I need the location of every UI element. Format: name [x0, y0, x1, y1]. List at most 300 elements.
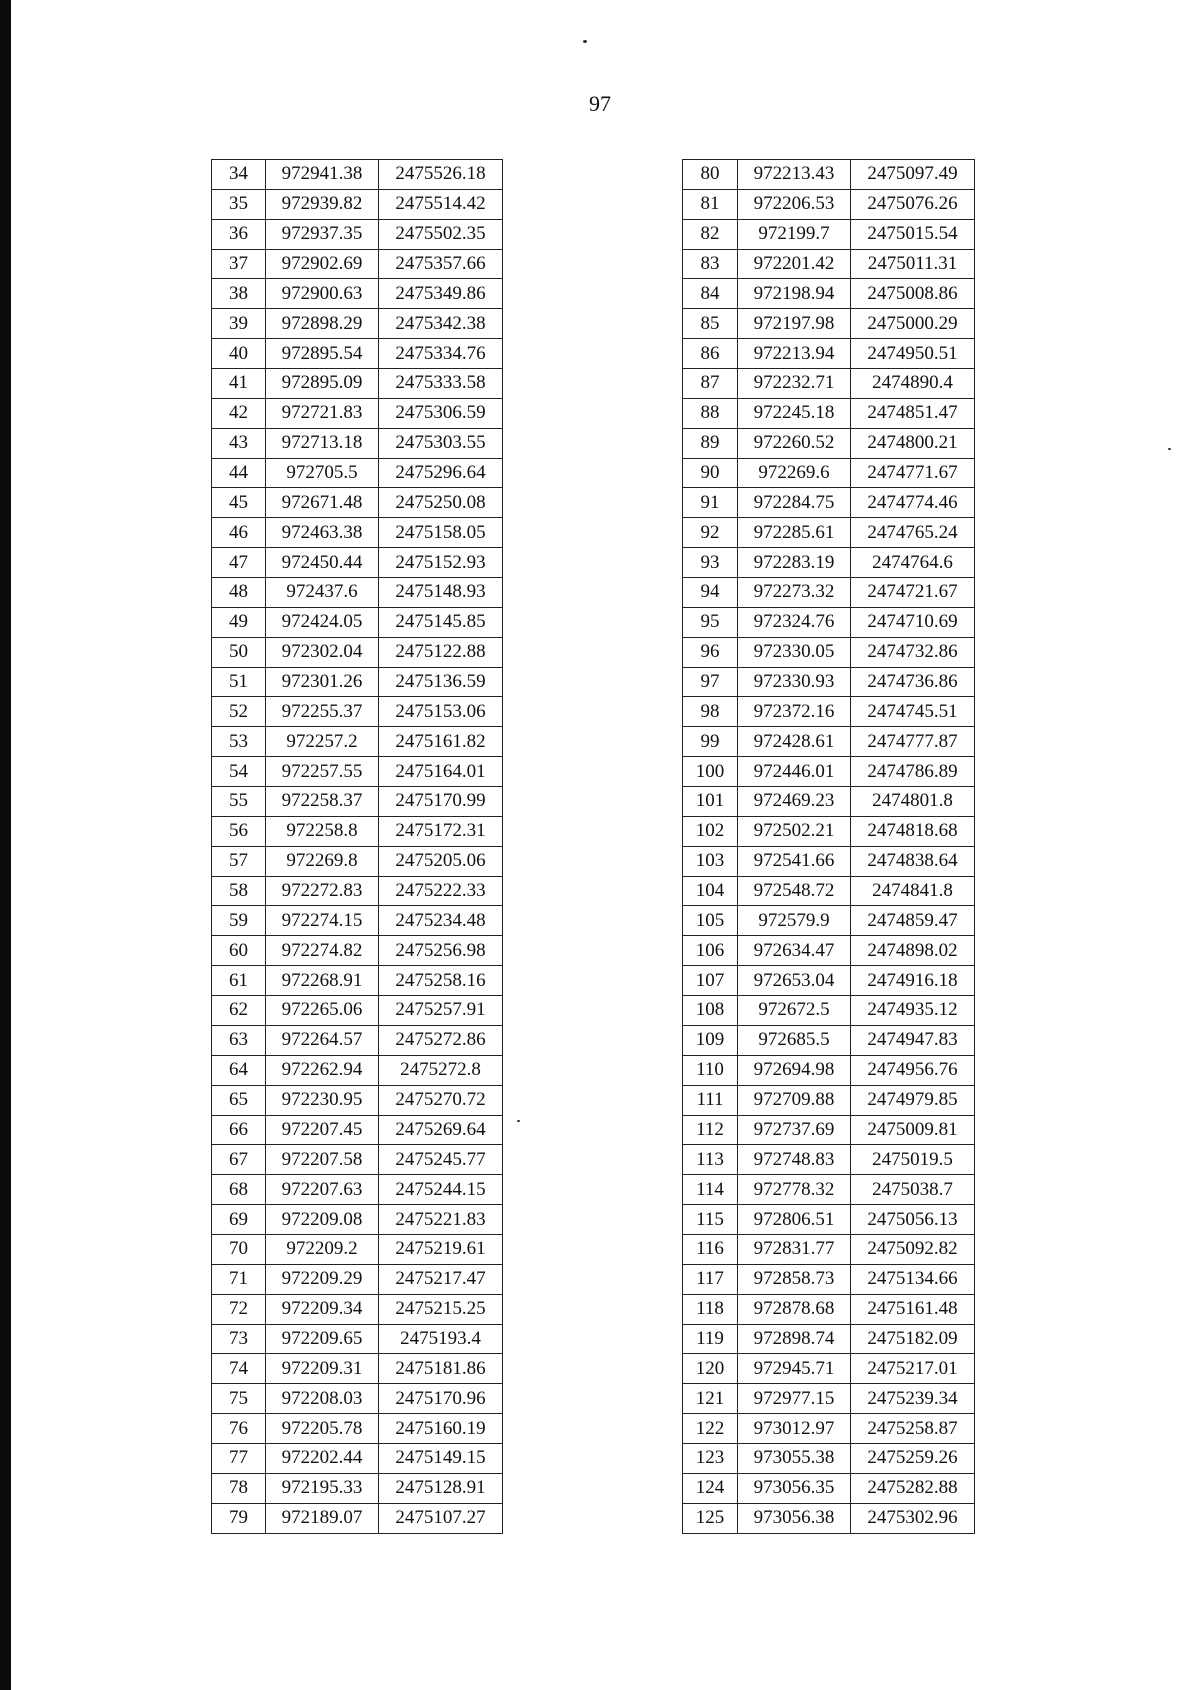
- point-number-cell: 63: [212, 1025, 266, 1055]
- table-row: [212, 369, 503, 399]
- point-number-cell: 57: [212, 846, 266, 876]
- point-number-cell: 34: [212, 160, 266, 190]
- y-coordinate-cell: 2475239.34: [851, 1384, 975, 1414]
- point-number-cell: 53: [212, 727, 266, 757]
- point-number-cell: 39: [212, 309, 266, 339]
- x-coordinate-cell: 972197.98: [738, 309, 851, 339]
- point-number-cell: 36: [212, 219, 266, 249]
- point-number-cell: 54: [212, 757, 266, 787]
- y-coordinate-cell: 2475056.13: [851, 1205, 975, 1235]
- table-row: [212, 1354, 503, 1384]
- table-row: [212, 787, 503, 817]
- x-coordinate-cell: 972941.38: [266, 160, 379, 190]
- table-row: [683, 1145, 975, 1175]
- point-number-cell: 95: [683, 607, 738, 637]
- point-number-cell: 44: [212, 458, 266, 488]
- y-coordinate-cell: 2475122.88: [379, 637, 503, 667]
- y-coordinate-cell: 2475161.82: [379, 727, 503, 757]
- table-row: [683, 697, 975, 727]
- point-number-cell: 83: [683, 249, 738, 279]
- x-coordinate-cell: 972878.68: [738, 1294, 851, 1324]
- point-number-cell: 65: [212, 1085, 266, 1115]
- table-row: [212, 1503, 503, 1533]
- x-coordinate-cell: 972285.61: [738, 518, 851, 548]
- y-coordinate-cell: 2475302.96: [851, 1503, 975, 1533]
- point-number-cell: 46: [212, 518, 266, 548]
- table-row: [212, 219, 503, 249]
- table-row: [212, 249, 503, 279]
- table-row: [683, 309, 975, 339]
- table-row: [683, 966, 975, 996]
- table-row: [212, 1234, 503, 1264]
- x-coordinate-cell: 972579.9: [738, 906, 851, 936]
- y-coordinate-cell: 2474859.47: [851, 906, 975, 936]
- point-number-cell: 121: [683, 1384, 738, 1414]
- point-number-cell: 47: [212, 548, 266, 578]
- point-number-cell: 38: [212, 279, 266, 309]
- point-number-cell: 64: [212, 1055, 266, 1085]
- table-row: [212, 488, 503, 518]
- x-coordinate-cell: 972272.83: [266, 876, 379, 906]
- x-coordinate-cell: 972208.03: [266, 1384, 379, 1414]
- x-coordinate-cell: 972450.44: [266, 548, 379, 578]
- y-coordinate-cell: 2475019.5: [851, 1145, 975, 1175]
- y-coordinate-cell: 2475221.83: [379, 1205, 503, 1235]
- y-coordinate-cell: 2474818.68: [851, 816, 975, 846]
- table-row: [212, 906, 503, 936]
- table-row: [212, 1264, 503, 1294]
- x-coordinate-cell: 972502.21: [738, 816, 851, 846]
- point-number-cell: 112: [683, 1115, 738, 1145]
- y-coordinate-cell: 2475015.54: [851, 219, 975, 249]
- point-number-cell: 60: [212, 936, 266, 966]
- table-row: [683, 1324, 975, 1354]
- y-coordinate-cell: 2475172.31: [379, 816, 503, 846]
- point-number-cell: 75: [212, 1384, 266, 1414]
- table-row: [683, 548, 975, 578]
- scan-edge-shadow: [0, 0, 11, 1690]
- point-number-cell: 78: [212, 1473, 266, 1503]
- y-coordinate-cell: 2475245.77: [379, 1145, 503, 1175]
- x-coordinate-cell: 972274.82: [266, 936, 379, 966]
- x-coordinate-cell: 972713.18: [266, 428, 379, 458]
- y-coordinate-cell: 2475306.59: [379, 398, 503, 428]
- table-row: [683, 279, 975, 309]
- scan-speck: [583, 40, 587, 43]
- table-row: [212, 667, 503, 697]
- y-coordinate-cell: 2474851.47: [851, 398, 975, 428]
- x-coordinate-cell: 972209.65: [266, 1324, 379, 1354]
- x-coordinate-cell: 972748.83: [738, 1145, 851, 1175]
- x-coordinate-cell: 972428.61: [738, 727, 851, 757]
- coordinates-table-left-body: [212, 160, 503, 1534]
- point-number-cell: 79: [212, 1503, 266, 1533]
- point-number-cell: 100: [683, 757, 738, 787]
- table-row: [683, 1503, 975, 1533]
- point-number-cell: 69: [212, 1205, 266, 1235]
- y-coordinate-cell: 2475269.64: [379, 1115, 503, 1145]
- y-coordinate-cell: 2474838.64: [851, 846, 975, 876]
- x-coordinate-cell: 972260.52: [738, 428, 851, 458]
- y-coordinate-cell: 2475257.91: [379, 996, 503, 1026]
- y-coordinate-cell: 2475193.4: [379, 1324, 503, 1354]
- y-coordinate-cell: 2475342.38: [379, 309, 503, 339]
- point-number-cell: 108: [683, 996, 738, 1026]
- table-row: [683, 1443, 975, 1473]
- x-coordinate-cell: 972265.06: [266, 996, 379, 1026]
- point-number-cell: 91: [683, 488, 738, 518]
- y-coordinate-cell: 2475181.86: [379, 1354, 503, 1384]
- table-row: [212, 1205, 503, 1235]
- x-coordinate-cell: 972721.83: [266, 398, 379, 428]
- y-coordinate-cell: 2475205.06: [379, 846, 503, 876]
- point-number-cell: 89: [683, 428, 738, 458]
- table-row: [212, 1384, 503, 1414]
- y-coordinate-cell: 2474956.76: [851, 1055, 975, 1085]
- y-coordinate-cell: 2475170.96: [379, 1384, 503, 1414]
- y-coordinate-cell: 2475136.59: [379, 667, 503, 697]
- point-number-cell: 61: [212, 966, 266, 996]
- y-coordinate-cell: 2474764.6: [851, 548, 975, 578]
- table-row: [683, 1055, 975, 1085]
- point-number-cell: 92: [683, 518, 738, 548]
- table-row: [683, 249, 975, 279]
- y-coordinate-cell: 2474771.67: [851, 458, 975, 488]
- x-coordinate-cell: 972205.78: [266, 1414, 379, 1444]
- x-coordinate-cell: 972209.08: [266, 1205, 379, 1235]
- y-coordinate-cell: 2475244.15: [379, 1175, 503, 1205]
- point-number-cell: 49: [212, 607, 266, 637]
- point-number-cell: 40: [212, 339, 266, 369]
- point-number-cell: 50: [212, 637, 266, 667]
- x-coordinate-cell: 973012.97: [738, 1414, 851, 1444]
- point-number-cell: 59: [212, 906, 266, 936]
- y-coordinate-cell: 2475219.61: [379, 1234, 503, 1264]
- table-row: [683, 846, 975, 876]
- point-number-cell: 82: [683, 219, 738, 249]
- y-coordinate-cell: 2475217.47: [379, 1264, 503, 1294]
- point-number-cell: 51: [212, 667, 266, 697]
- y-coordinate-cell: 2475334.76: [379, 339, 503, 369]
- y-coordinate-cell: 2475256.98: [379, 936, 503, 966]
- point-number-cell: 125: [683, 1503, 738, 1533]
- point-number-cell: 55: [212, 787, 266, 817]
- table-row: [212, 1294, 503, 1324]
- x-coordinate-cell: 972778.32: [738, 1175, 851, 1205]
- table-row: [212, 1025, 503, 1055]
- y-coordinate-cell: 2475128.91: [379, 1473, 503, 1503]
- x-coordinate-cell: 972264.57: [266, 1025, 379, 1055]
- point-number-cell: 120: [683, 1354, 738, 1384]
- y-coordinate-cell: 2475234.48: [379, 906, 503, 936]
- y-coordinate-cell: 2474947.83: [851, 1025, 975, 1055]
- y-coordinate-cell: 2475038.7: [851, 1175, 975, 1205]
- x-coordinate-cell: 973055.38: [738, 1443, 851, 1473]
- table-row: [212, 1145, 503, 1175]
- y-coordinate-cell: 2475514.42: [379, 189, 503, 219]
- table-row: [683, 1354, 975, 1384]
- table-row: [683, 667, 975, 697]
- x-coordinate-cell: 972268.91: [266, 966, 379, 996]
- x-coordinate-cell: 972255.37: [266, 697, 379, 727]
- x-coordinate-cell: 972806.51: [738, 1205, 851, 1235]
- point-number-cell: 103: [683, 846, 738, 876]
- table-row: [212, 279, 503, 309]
- table-row: [683, 816, 975, 846]
- point-number-cell: 119: [683, 1324, 738, 1354]
- point-number-cell: 123: [683, 1443, 738, 1473]
- y-coordinate-cell: 2475222.33: [379, 876, 503, 906]
- table-row: [683, 578, 975, 608]
- y-coordinate-cell: 2474765.24: [851, 518, 975, 548]
- x-coordinate-cell: 972230.95: [266, 1085, 379, 1115]
- y-coordinate-cell: 2474935.12: [851, 996, 975, 1026]
- x-coordinate-cell: 972898.74: [738, 1324, 851, 1354]
- y-coordinate-cell: 2474745.51: [851, 697, 975, 727]
- table-row: [683, 428, 975, 458]
- table-row: [683, 637, 975, 667]
- x-coordinate-cell: 972198.94: [738, 279, 851, 309]
- y-coordinate-cell: 2475134.66: [851, 1264, 975, 1294]
- point-number-cell: 106: [683, 936, 738, 966]
- table-row: [212, 428, 503, 458]
- point-number-cell: 111: [683, 1085, 738, 1115]
- point-number-cell: 115: [683, 1205, 738, 1235]
- y-coordinate-cell: 2474898.02: [851, 936, 975, 966]
- point-number-cell: 43: [212, 428, 266, 458]
- table-row: [683, 369, 975, 399]
- x-coordinate-cell: 972232.71: [738, 369, 851, 399]
- x-coordinate-cell: 973056.38: [738, 1503, 851, 1533]
- table-row: [212, 1175, 503, 1205]
- x-coordinate-cell: 972372.16: [738, 697, 851, 727]
- coordinates-table-left: [211, 159, 503, 1534]
- y-coordinate-cell: 2474786.89: [851, 757, 975, 787]
- table-row: [212, 339, 503, 369]
- x-coordinate-cell: 972209.34: [266, 1294, 379, 1324]
- x-coordinate-cell: 973056.35: [738, 1473, 851, 1503]
- x-coordinate-cell: 972937.35: [266, 219, 379, 249]
- x-coordinate-cell: 972548.72: [738, 876, 851, 906]
- table-row: [212, 1473, 503, 1503]
- x-coordinate-cell: 972895.09: [266, 369, 379, 399]
- y-coordinate-cell: 2474736.86: [851, 667, 975, 697]
- y-coordinate-cell: 2474777.87: [851, 727, 975, 757]
- point-number-cell: 42: [212, 398, 266, 428]
- x-coordinate-cell: 972199.7: [738, 219, 851, 249]
- table-row: [212, 1443, 503, 1473]
- y-coordinate-cell: 2475076.26: [851, 189, 975, 219]
- x-coordinate-cell: 972424.05: [266, 607, 379, 637]
- y-coordinate-cell: 2474841.8: [851, 876, 975, 906]
- table-row: [683, 1205, 975, 1235]
- table-row: [212, 637, 503, 667]
- table-row: [212, 816, 503, 846]
- point-number-cell: 74: [212, 1354, 266, 1384]
- x-coordinate-cell: 972274.15: [266, 906, 379, 936]
- point-number-cell: 117: [683, 1264, 738, 1294]
- table-row: [683, 876, 975, 906]
- x-coordinate-cell: 972209.31: [266, 1354, 379, 1384]
- point-number-cell: 73: [212, 1324, 266, 1354]
- table-row: [683, 398, 975, 428]
- point-number-cell: 87: [683, 369, 738, 399]
- point-number-cell: 94: [683, 578, 738, 608]
- point-number-cell: 104: [683, 876, 738, 906]
- x-coordinate-cell: 972705.5: [266, 458, 379, 488]
- y-coordinate-cell: 2475250.08: [379, 488, 503, 518]
- x-coordinate-cell: 972902.69: [266, 249, 379, 279]
- x-coordinate-cell: 972207.58: [266, 1145, 379, 1175]
- x-coordinate-cell: 972330.05: [738, 637, 851, 667]
- y-coordinate-cell: 2475282.88: [851, 1473, 975, 1503]
- table-row: [212, 1115, 503, 1145]
- coordinates-table-right: [682, 159, 975, 1534]
- x-coordinate-cell: 972269.8: [266, 846, 379, 876]
- point-number-cell: 105: [683, 906, 738, 936]
- point-number-cell: 93: [683, 548, 738, 578]
- point-number-cell: 68: [212, 1175, 266, 1205]
- x-coordinate-cell: 972257.55: [266, 757, 379, 787]
- y-coordinate-cell: 2475161.48: [851, 1294, 975, 1324]
- x-coordinate-cell: 972269.6: [738, 458, 851, 488]
- y-coordinate-cell: 2475526.18: [379, 160, 503, 190]
- table-row: [683, 936, 975, 966]
- y-coordinate-cell: 2475092.82: [851, 1234, 975, 1264]
- x-coordinate-cell: 972671.48: [266, 488, 379, 518]
- y-coordinate-cell: 2474710.69: [851, 607, 975, 637]
- table-row: [683, 339, 975, 369]
- table-row: [212, 160, 503, 190]
- table-row: [212, 1055, 503, 1085]
- x-coordinate-cell: 972463.38: [266, 518, 379, 548]
- x-coordinate-cell: 972977.15: [738, 1384, 851, 1414]
- point-number-cell: 124: [683, 1473, 738, 1503]
- x-coordinate-cell: 972324.76: [738, 607, 851, 637]
- x-coordinate-cell: 972900.63: [266, 279, 379, 309]
- x-coordinate-cell: 972245.18: [738, 398, 851, 428]
- x-coordinate-cell: 972737.69: [738, 1115, 851, 1145]
- point-number-cell: 81: [683, 189, 738, 219]
- x-coordinate-cell: 972634.47: [738, 936, 851, 966]
- table-row: [683, 906, 975, 936]
- table-row: [683, 1115, 975, 1145]
- table-row: [683, 727, 975, 757]
- point-number-cell: 76: [212, 1414, 266, 1444]
- scan-speck: [1168, 448, 1171, 450]
- x-coordinate-cell: 972207.45: [266, 1115, 379, 1145]
- y-coordinate-cell: 2475217.01: [851, 1354, 975, 1384]
- table-row: [683, 1175, 975, 1205]
- y-coordinate-cell: 2474950.51: [851, 339, 975, 369]
- table-row: [683, 1025, 975, 1055]
- point-number-cell: 116: [683, 1234, 738, 1264]
- table-row: [212, 757, 503, 787]
- y-coordinate-cell: 2475272.86: [379, 1025, 503, 1055]
- y-coordinate-cell: 2475011.31: [851, 249, 975, 279]
- x-coordinate-cell: 972206.53: [738, 189, 851, 219]
- table-row: [683, 488, 975, 518]
- x-coordinate-cell: 972709.88: [738, 1085, 851, 1115]
- point-number-cell: 85: [683, 309, 738, 339]
- point-number-cell: 97: [683, 667, 738, 697]
- table-row: [683, 1384, 975, 1414]
- x-coordinate-cell: 972945.71: [738, 1354, 851, 1384]
- table-row: [212, 876, 503, 906]
- y-coordinate-cell: 2475259.26: [851, 1443, 975, 1473]
- table-row: [212, 697, 503, 727]
- x-coordinate-cell: 972301.26: [266, 667, 379, 697]
- table-row: [212, 309, 503, 339]
- y-coordinate-cell: 2475145.85: [379, 607, 503, 637]
- y-coordinate-cell: 2475258.16: [379, 966, 503, 996]
- y-coordinate-cell: 2475272.8: [379, 1055, 503, 1085]
- table-row: [683, 1264, 975, 1294]
- x-coordinate-cell: 972258.8: [266, 816, 379, 846]
- x-coordinate-cell: 972213.43: [738, 160, 851, 190]
- table-row: [683, 458, 975, 488]
- x-coordinate-cell: 972541.66: [738, 846, 851, 876]
- table-row: [683, 189, 975, 219]
- point-number-cell: 118: [683, 1294, 738, 1324]
- x-coordinate-cell: 972858.73: [738, 1264, 851, 1294]
- point-number-cell: 41: [212, 369, 266, 399]
- y-coordinate-cell: 2475170.99: [379, 787, 503, 817]
- point-number-cell: 107: [683, 966, 738, 996]
- y-coordinate-cell: 2474732.86: [851, 637, 975, 667]
- x-coordinate-cell: 972685.5: [738, 1025, 851, 1055]
- x-coordinate-cell: 972273.32: [738, 578, 851, 608]
- point-number-cell: 48: [212, 578, 266, 608]
- point-number-cell: 66: [212, 1115, 266, 1145]
- table-row: [212, 1085, 503, 1115]
- y-coordinate-cell: 2474890.4: [851, 369, 975, 399]
- point-number-cell: 99: [683, 727, 738, 757]
- table-row: [683, 219, 975, 249]
- point-number-cell: 35: [212, 189, 266, 219]
- point-number-cell: 113: [683, 1145, 738, 1175]
- x-coordinate-cell: 972898.29: [266, 309, 379, 339]
- x-coordinate-cell: 972283.19: [738, 548, 851, 578]
- y-coordinate-cell: 2475148.93: [379, 578, 503, 608]
- y-coordinate-cell: 2474721.67: [851, 578, 975, 608]
- y-coordinate-cell: 2475258.87: [851, 1414, 975, 1444]
- point-number-cell: 58: [212, 876, 266, 906]
- y-coordinate-cell: 2475296.64: [379, 458, 503, 488]
- point-number-cell: 88: [683, 398, 738, 428]
- point-number-cell: 72: [212, 1294, 266, 1324]
- point-number-cell: 109: [683, 1025, 738, 1055]
- x-coordinate-cell: 972213.94: [738, 339, 851, 369]
- x-coordinate-cell: 972209.2: [266, 1234, 379, 1264]
- y-coordinate-cell: 2475160.19: [379, 1414, 503, 1444]
- table-row: [212, 189, 503, 219]
- table-row: [683, 607, 975, 637]
- x-coordinate-cell: 972694.98: [738, 1055, 851, 1085]
- point-number-cell: 110: [683, 1055, 738, 1085]
- table-row: [212, 1414, 503, 1444]
- y-coordinate-cell: 2475303.55: [379, 428, 503, 458]
- table-row: [212, 1324, 503, 1354]
- x-coordinate-cell: 972209.29: [266, 1264, 379, 1294]
- x-coordinate-cell: 972939.82: [266, 189, 379, 219]
- x-coordinate-cell: 972653.04: [738, 966, 851, 996]
- y-coordinate-cell: 2475097.49: [851, 160, 975, 190]
- y-coordinate-cell: 2475215.25: [379, 1294, 503, 1324]
- y-coordinate-cell: 2475008.86: [851, 279, 975, 309]
- point-number-cell: 98: [683, 697, 738, 727]
- point-number-cell: 62: [212, 996, 266, 1026]
